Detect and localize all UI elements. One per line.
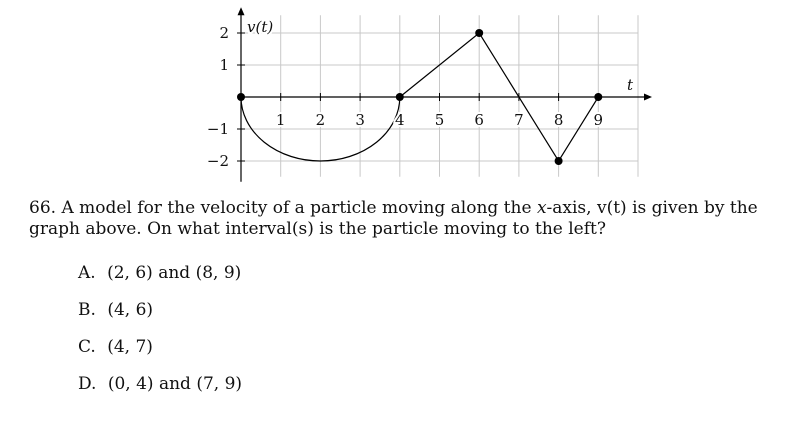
data-point [475,29,483,37]
x-axis-arrow [644,94,652,101]
y-axis-arrow [238,7,245,15]
data-point [396,93,404,101]
question-func: v(t) [596,198,627,218]
choice-d[interactable] [78,374,242,411]
question-part1: A model for the velocity of a particle moving along the [61,198,537,218]
question-number: 66. [29,198,57,218]
x-tick-label: 1 [275,111,286,129]
choice-d-text: (0, 4) and (7, 9) [107,374,243,394]
question-text [29,198,779,240]
choice-a-text: (2, 6) and (8, 9) [107,263,242,283]
choice-c-letter: C. [78,337,96,357]
data-point [594,93,602,101]
question-var-x: x [536,198,547,218]
x-tick-label: 7 [514,111,524,129]
question-part3: is given by the graph above. On what interval(s) is the particle moving to the left? [29,198,758,239]
data-point [237,93,245,101]
x-tick-label: 3 [355,111,365,129]
choice-d-letter: D. [78,374,97,394]
velocity-graph [0,0,806,195]
choice-b-text: (4, 6) [107,300,154,320]
choice-c[interactable] [78,337,242,374]
question-part2: -axis, [546,198,597,218]
choice-b-letter: B. [78,300,96,320]
x-tick-label: 6 [474,111,484,129]
x-tick-label: 2 [315,111,326,129]
choice-b[interactable] [78,300,242,337]
x-tick-label: 5 [434,111,445,129]
x-tick-label: 9 [593,111,604,129]
y-tick-label: −1 [206,120,229,138]
y-tick-label: 2 [219,24,229,42]
choice-a[interactable] [78,263,242,300]
x-tick-label: 8 [553,111,564,129]
y-tick-label: −2 [206,152,229,170]
x-tick-label: 4 [395,111,405,129]
x-axis-title: t [626,76,634,94]
answer-choices [78,263,242,411]
choice-a-letter: A. [78,263,96,283]
y-tick-label: 1 [219,56,229,74]
choice-c-text: (4, 7) [107,337,153,357]
data-point [555,157,563,165]
y-axis-title: v(t) [247,18,274,36]
